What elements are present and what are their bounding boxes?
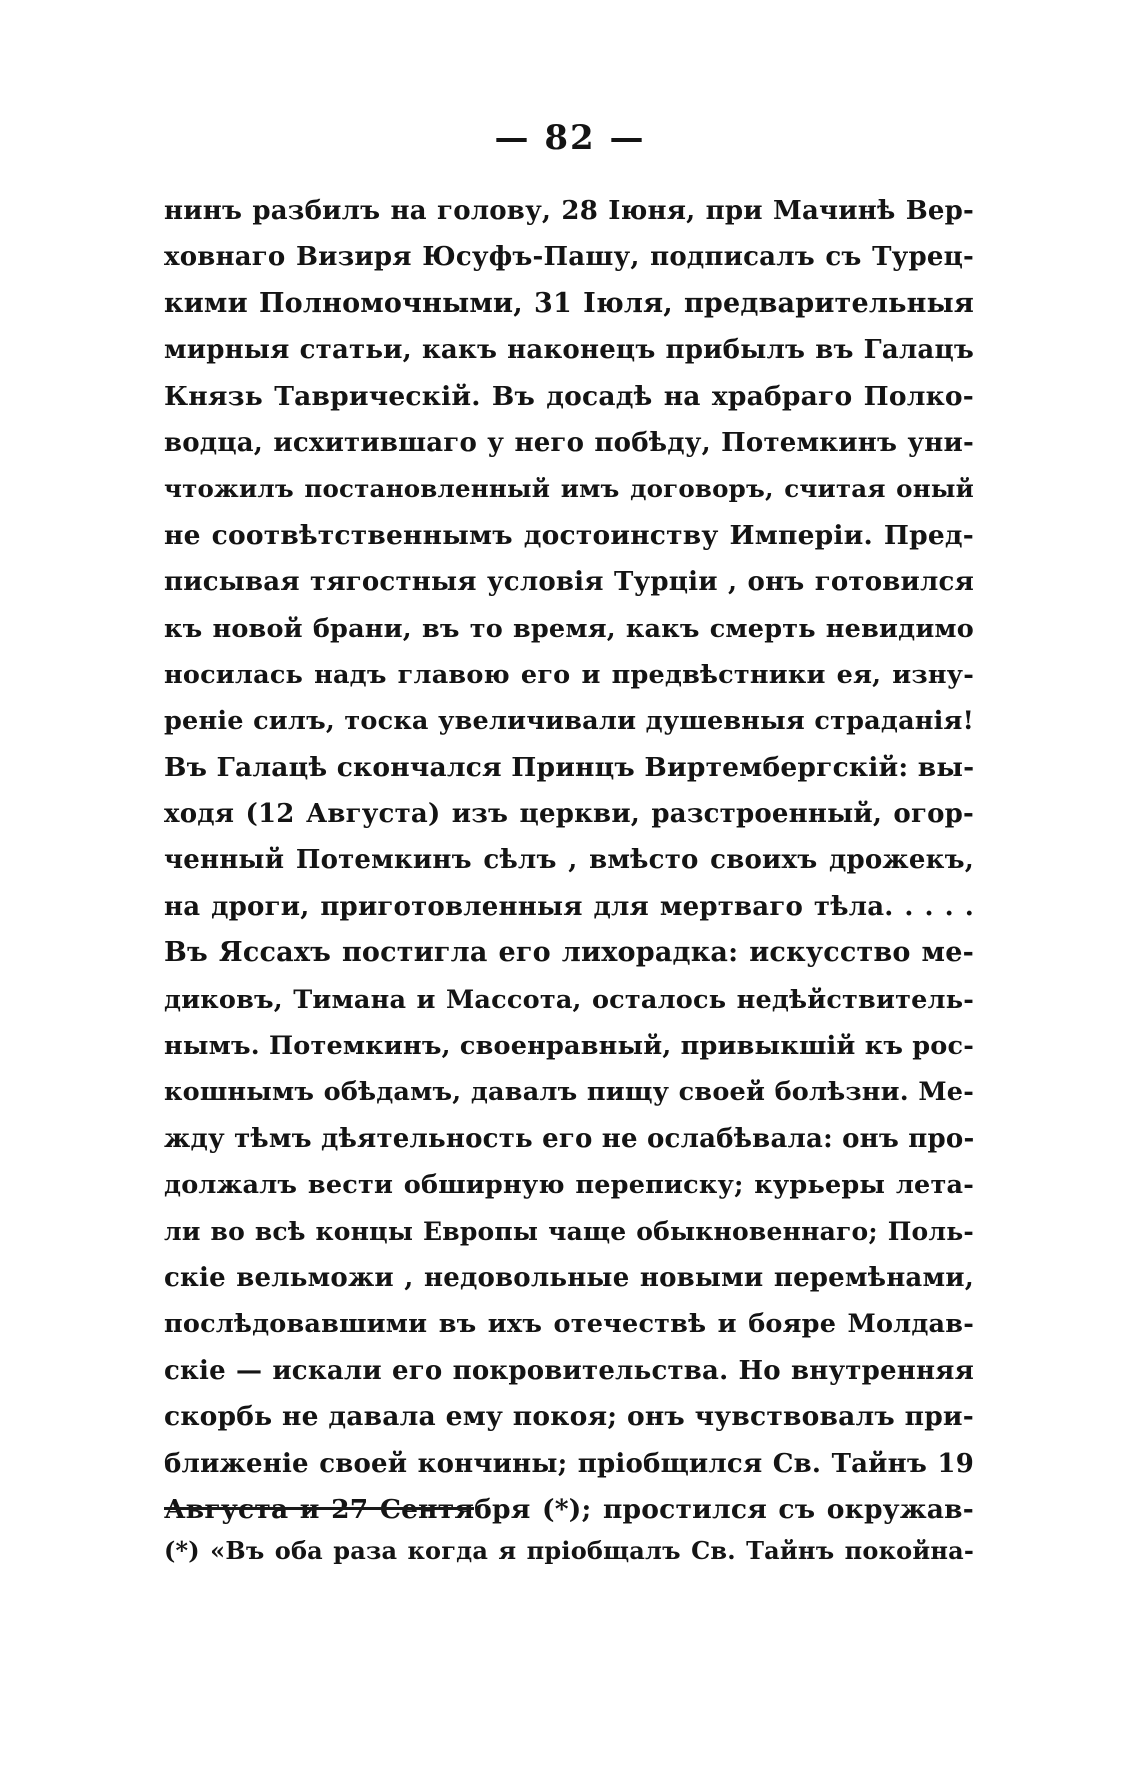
text-line: водца, исхитившаго у него побѣду, Потемкинъ уни- [164,427,974,458]
text-line: жду тѣмъ дѣятельность его не ослабѣвала: онъ про- [164,1123,975,1154]
footnote-line: (*) «Въ оба раза когда я пріобщалъ Св. Тайнъ покойна- [164,1536,974,1565]
text-line: носилась надъ главою его и предвѣстники ея, изну- [164,659,974,690]
text-line: Августа и 27 Сентября (*); простился съ окружав- [164,1493,974,1525]
text-line: нинъ разбилъ на голову, 28 Іюня, при Мачинѣ Вер- [164,196,974,226]
text-line: реніе силъ, тоска увеличивали душевныя страданія! [164,706,974,737]
text-line: должалъ вести обширную переписку; курьеры лета- [164,1170,974,1201]
text-line: мирныя статьи, какъ наконецъ прибылъ въ Галацъ [164,335,974,366]
text-line: скіе — искали его покровительства. Но внутренняя [164,1355,974,1386]
text-line: кошнымъ обѣдамъ, давалъ пищу своей болѣзни. Ме- [164,1077,974,1108]
body-text [164,188,974,1533]
text-line: Въ Яссахъ постигла его лихорадка: искусство ме- [164,937,974,969]
text-line: Князь Таврическій. Въ досадѣ на храбраго Полко- [164,380,974,412]
text-line: Въ Галацѣ скончался Принцъ Виртембергскій: вы- [164,751,975,783]
text-line: нымъ. Потемкинъ, своенравный, привыкшій къ рос- [164,1031,974,1062]
text-line: ближеніе своей кончины; пріобщился Св. Тайнъ 19 [164,1448,974,1479]
text-line: не соотвѣтственнымъ достоинству Имперіи. Пред- [164,519,974,551]
text-line: послѣдовавшими въ ихъ отечествѣ и бояре Молдав- [164,1309,974,1340]
footnote [164,1528,974,1574]
text-line: на дроги, приготовленныя для мертваго тѣла. . . . . [164,891,974,922]
text-line: къ новой брани, въ то время, какъ смерть невидимо [164,613,974,644]
page-number: — 82 — [494,118,646,158]
text-line: кими Полномочными, 31 Іюля, предварительныя [164,287,974,319]
text-line: ховнаго Визиря Юсуфъ-Пашу, подписалъ съ Турец- [164,242,974,273]
text-line: диковъ, Тимана и Массота, осталось недѣйствитель- [164,984,974,1015]
text-line: ченный Потемкинъ сѣлъ , вмѣсто своихъ дрожекъ, [164,845,974,876]
text-line: писывая тягостныя условія Турціи , онъ готовился [164,567,974,598]
text-line: ли во всѣ концы Европы чаще обыкновеннаго; Поль- [164,1216,974,1246]
text-line: ходя (12 Августа) изъ церкви, разстроенный, огор- [164,799,974,830]
footnote-divider [164,1507,474,1510]
text-line: скорбь не давала ему покоя; онъ чувствовалъ при- [164,1401,974,1433]
text-line: скіе вельможи , недовольные новыми перемѣнами, [164,1262,974,1293]
text-line: чтожилъ постановленный имъ договоръ, считая оный [164,474,974,504]
